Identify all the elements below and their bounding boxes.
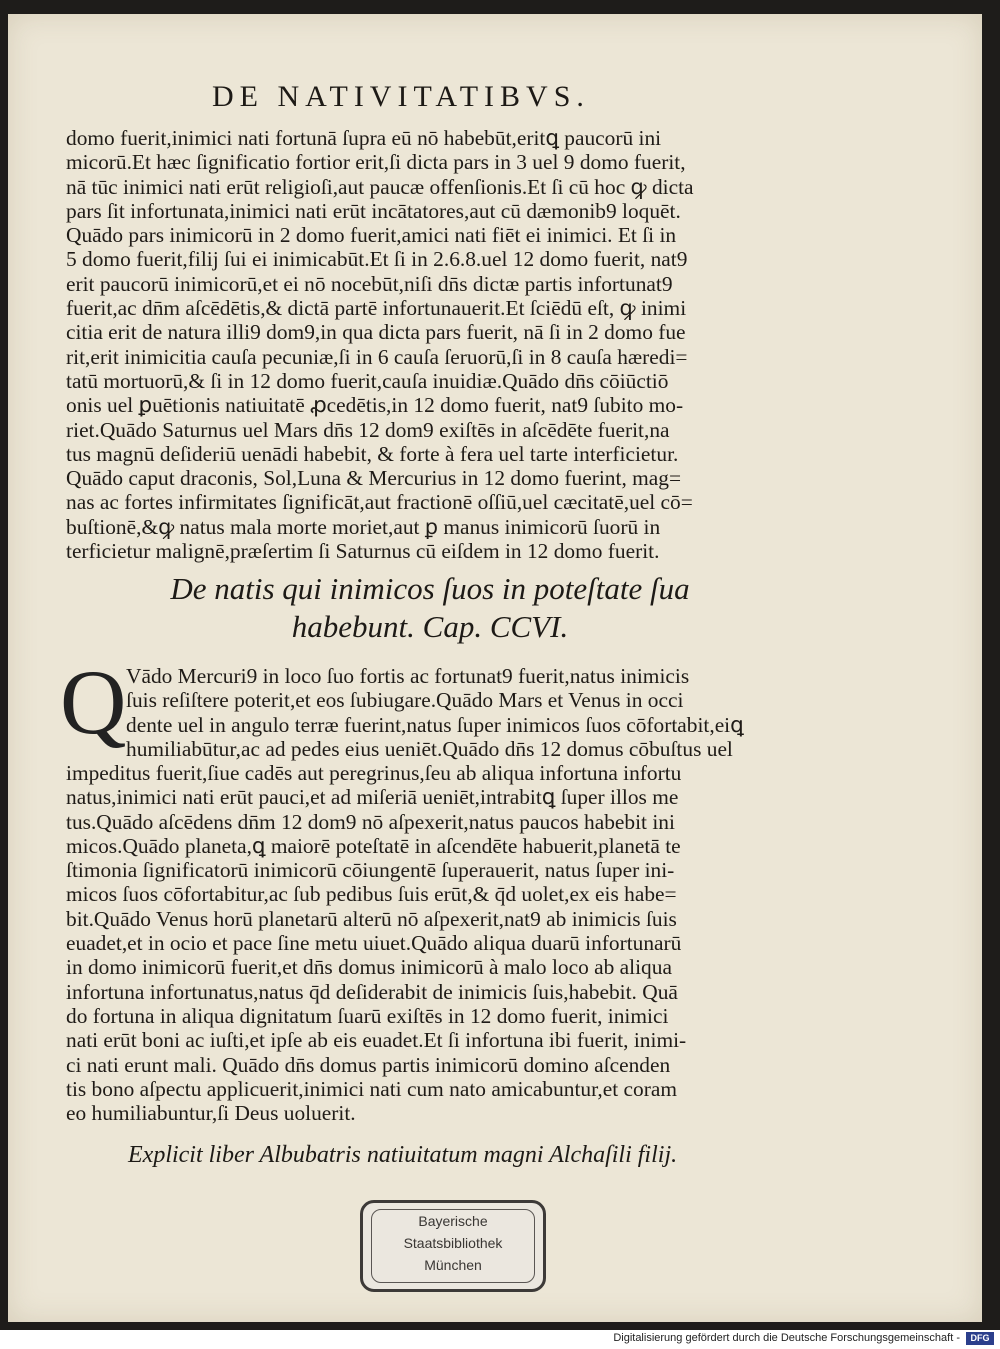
section1-text bbox=[66, 126, 782, 563]
text-line: dente uel in angulo terræ fuerint,natus ſuper inimicos ſuos cōfortabit,eiꝗ bbox=[126, 712, 744, 737]
text-line: 5 domo fuerit,filij ſui ei inimicabūt.Et ſi in 2.6.8.uel 12 domo fuerit, nat9 bbox=[66, 247, 688, 272]
text-line: humiliabūtur,ac ad pedes eius ueniēt.Quādo dn̄s 12 domus cōbuſtus uel bbox=[126, 736, 733, 761]
stamp-inner-border bbox=[371, 1209, 535, 1283]
text-line: ci nati erunt mali. Quādo dn̄s domus partis inimicorū domino aſcenden bbox=[66, 1052, 671, 1077]
dfg-logo: DFG bbox=[966, 1332, 994, 1345]
text-line: Quādo pars inimicorū in 2 domo fuerit,amici nati fiēt ei inimici. Et ſi in bbox=[66, 223, 677, 248]
text-line: onis uel ꝑuētionis natiuitatē ꝓcedētis,in 12 domo fuerit, nat9 ſubito mo- bbox=[66, 393, 684, 418]
text-line: nā tūc inimici nati erūt religioſi,aut paucæ offenſionis.Et ſi cū hoc ꝙ dicta bbox=[66, 174, 694, 199]
text-line: micos ſuos cōfortabitur,ac ſub pedibus ſuis erūt,& q̄d uolet,ex eis habe= bbox=[66, 882, 677, 907]
footer-credit: Digitalisierung gefördert durch die Deutsche Forschungsgemeinschaft - bbox=[613, 1332, 960, 1344]
text-line: tatū mortuorū,& ſi in 12 domo fuerit,cauſa inuidiæ.Quādo dn̄s cōiūctiō bbox=[66, 368, 669, 393]
text-line: eo humiliabuntur,ſi Deus uoluerit. bbox=[66, 1101, 356, 1126]
explicit-line: Explicit liber Albubatris natiuitatum magni Alchaſili filij. bbox=[128, 1142, 678, 1168]
text-line: in domo inimicorū fuerit,et dn̄s domus inimicorū à malo loco ab aliqua bbox=[66, 955, 672, 980]
library-stamp bbox=[360, 1200, 546, 1292]
text-line: riet.Quādo Saturnus uel Mars dn̄s 12 dom9 exiſtēs in aſcēdēte fuerit,na bbox=[66, 417, 670, 442]
stamp-line: Staatsbibliothek bbox=[403, 1235, 503, 1251]
text-line: natus,inimici nati erūt pauci,et ad miſeriā ueniēt,intrabitꝗ ſuper illos me bbox=[66, 785, 679, 810]
text-line: tus magnū deſideriū uenādi habebit, & forte à fera uel tarte interficietur. bbox=[66, 441, 679, 466]
text-line: Vādo Mercuri9 in loco ſuo fortis ac fortunat9 fuerit,natus inimicis bbox=[126, 664, 690, 688]
text-line: euadet,et in ocio et pace ſine metu uiuet.Quādo aliqua duarū infortunarū bbox=[66, 931, 682, 956]
text-line: do fortuna in aliqua dignitatum ſuarū exiſtēs in 12 domo fuerit, inimici bbox=[66, 1003, 669, 1028]
text-line: erit paucorū inimicorū,et ei nō nocebūt,niſi dn̄s dictæ partis infortunat9 bbox=[66, 271, 673, 296]
text-line: infortuna infortunatus,natus q̄d deſiderabit de inimicis ſuis,habebit. Quā bbox=[66, 979, 678, 1004]
text-line: ſtimonia ſignificatorū inimicorū cōiungentē ſuperauerit, natus ſuper ini- bbox=[66, 858, 675, 883]
running-head: DE NATIVITATIBVS. bbox=[212, 80, 590, 113]
text-line: buſtionē,&ꝙ natus mala morte moriet,aut ꝑ manus inimicorū ſuorū in bbox=[66, 514, 661, 539]
text-line: bit.Quādo Venus horū planetarū alterū nō aſpexerit,nat9 ab inimicis ſuis bbox=[66, 906, 677, 931]
text-line: citia erit de natura illi9 dom9,in qua dicta pars fuerit, nā ſi in 2 domo fue bbox=[66, 320, 686, 345]
text-line: tus.Quādo aſcēdens dn̄m 12 dom9 nō aſpexerit,natus paucos habebit ini bbox=[66, 809, 675, 834]
text-line: nati erūt boni ac iuſti,et ipſe ab eis euadet.Et ſi infortuna ibi fuerit, inimi- bbox=[66, 1028, 687, 1053]
text-line: ſuis reſiſtere poterit,et eos ſubiugare.Quādo Mars et Venus in occi bbox=[126, 688, 684, 713]
text-line: pars ſit infortunata,inimici nati erūt incātatores,aut cū dæmonib9 loquēt. bbox=[66, 198, 681, 223]
text-line: terficietur malignē,præſertim ſi Saturnus cū eiſdem in 12 domo fuerit. bbox=[66, 539, 660, 564]
chapter-title-line2: habebunt. Cap. CCVI. bbox=[291, 609, 569, 644]
text-line: nas ac fortes infirmitates ſignificāt,aut fractionē oſſiū,uel cæcitatē,uel cō= bbox=[66, 490, 693, 515]
section2-text bbox=[66, 761, 782, 1125]
text-line: impeditus fuerit,ſiue cadēs aut peregrinus,ſeu ab aliqua infortuna infortu bbox=[66, 761, 682, 785]
text-line: micorū.Et hæc ſignificatio fortior erit,ſi dicta pars in 3 uel 9 domo fuerit, bbox=[66, 150, 686, 175]
stamp-line: München bbox=[424, 1257, 482, 1273]
text-line: Quādo caput draconis, Sol,Luna & Mercurius in 12 domo fuerint, mag= bbox=[66, 466, 682, 491]
text-line: micos.Quādo planeta,ꝗ maiorē poteſtatē in aſcendēte habuerit,planetā te bbox=[66, 833, 681, 858]
text-line: rit,erit inimicitia cauſa pecuniæ,ſi in 6 cauſa ſeruorū,ſi in 8 cauſa hæredi= bbox=[66, 344, 688, 369]
chapter-title-line1: De natis qui inimicos ſuos in poteſtate ſua bbox=[170, 571, 690, 606]
text-line: domo fuerit,inimici nati fortunā ſupra eū nō habebūt,eritꝗ paucorū ini bbox=[66, 126, 662, 150]
decorated-initial: Q bbox=[60, 651, 127, 753]
text-line: tis bono aſpectu applicuerit,inimici nati cum nato amicabuntur,et coram bbox=[66, 1076, 677, 1101]
section2-indented-text bbox=[126, 664, 786, 761]
text-line: fuerit,ac dn̄m aſcēdētis,& dictā partē infortunauerit.Et ſciēdū eſt, ꝙ inimi bbox=[66, 296, 687, 321]
chapter-title bbox=[80, 570, 780, 646]
stamp-line: Bayerische bbox=[418, 1213, 488, 1229]
